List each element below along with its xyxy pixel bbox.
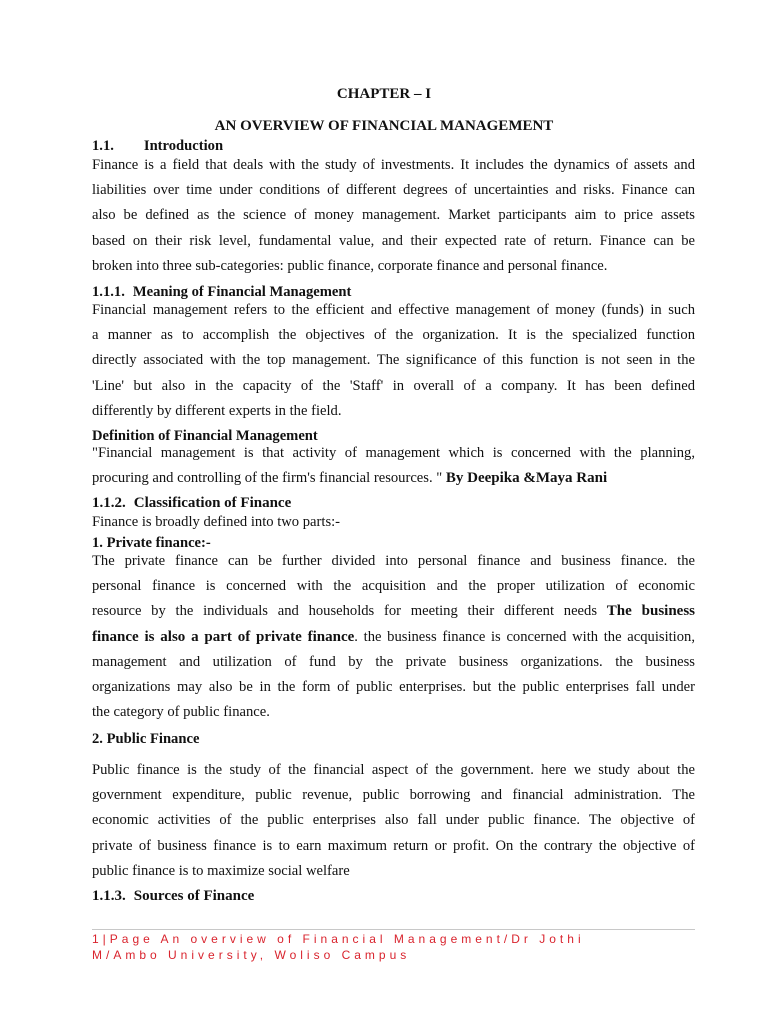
definition-text: procuring and controlling of the firm's financial resources. " xyxy=(92,470,446,487)
paragraph-line: a manner as to accomplish the objectives of the organization. It is the specialized function xyxy=(92,327,695,344)
section-number: 1.1. xyxy=(92,138,114,154)
paragraph-line: organizations may also be in the form of public enterprises. but the public enterprises fall under xyxy=(92,678,695,695)
line-text: resource by the individuals and households for meeting their different needs xyxy=(92,603,607,620)
paragraph-line: "Financial management is that activity of management which is concerned with the planning, xyxy=(92,445,695,461)
introduction-paragraph xyxy=(92,153,695,279)
paragraph-line: also be defined as the science of money management. Market participants aim to price assets xyxy=(92,207,695,224)
paragraph-line: economic activities of the public enterprises also fall under public finance. The objective of xyxy=(92,812,695,829)
meaning-paragraph xyxy=(92,298,695,424)
definition-heading: Definition of Financial Management xyxy=(92,428,318,444)
private-finance-paragraph xyxy=(92,549,695,725)
paragraph-line: Financial management refers to the efficient and effective management of money (funds) in such xyxy=(92,302,695,318)
section-number: 1.1.2. xyxy=(92,495,126,511)
paragraph-line xyxy=(92,625,695,650)
paragraph-line xyxy=(92,599,695,624)
private-finance-heading: 1. Private finance:- xyxy=(92,535,211,551)
paragraph-line: management and utilization of fund by the private business organizations. the business xyxy=(92,653,695,670)
footer-line-2: M/Ambo University, Woliso Campus xyxy=(92,948,411,962)
footer-rule xyxy=(92,929,695,930)
section-heading-sources xyxy=(92,888,254,905)
definition-paragraph xyxy=(92,441,695,491)
section-title: Introduction xyxy=(143,138,224,154)
paragraph-line xyxy=(92,466,695,491)
paragraph-line: the category of public finance. xyxy=(92,704,270,721)
section-number: 1.1.3. xyxy=(92,888,126,904)
paragraph-line: Finance is a field that deals with the study of investments. It includes the dynamics of assets and xyxy=(92,157,695,173)
bold-phrase: finance is also a part of private finance xyxy=(92,628,355,645)
paragraph-line: 'Line' but also in the capacity of the 'Staff' in overall of a company. It has been defined xyxy=(92,377,695,394)
section-heading-classification xyxy=(92,495,291,512)
public-finance-heading: 2. Public Finance xyxy=(92,731,200,747)
section-title: Meaning of Financial Management xyxy=(132,284,352,300)
paragraph-line: private of business finance is to earn maximum return or profit. On the contrary the objective of xyxy=(92,837,695,854)
line-text: . the business finance is concerned with the acquisition, xyxy=(354,628,695,645)
section-title: Classification of Finance xyxy=(133,495,292,511)
definition-attribution: By Deepika &Maya Rani xyxy=(445,470,608,487)
section-number: 1.1.1. xyxy=(92,284,125,300)
paragraph-line: Public finance is the study of the financial aspect of the government. here we study about the xyxy=(92,762,695,778)
paragraph-line: directly associated with the top management. The significance of this function is not seen in the xyxy=(92,352,695,369)
footer-line-1: 1|Page An overview of Financial Management/Dr Jothi xyxy=(92,932,585,946)
paragraph-line: liabilities over time under conditions of different degrees of uncertainties and risks. Finance can xyxy=(92,182,695,199)
classification-intro: Finance is broadly defined into two parts:- xyxy=(92,514,341,530)
bold-phrase: The business xyxy=(606,603,695,620)
paragraph-line: The private finance can be further divided into personal finance and business finance. the xyxy=(92,553,695,569)
paragraph-line: public finance is to maximize social welfare xyxy=(92,862,350,879)
section-title: Sources of Finance xyxy=(133,888,255,904)
paragraph-line: government expenditure, public revenue, public borrowing and financial administration. The xyxy=(92,787,695,804)
paragraph-line: broken into three sub-categories: public finance, corporate finance and personal finance. xyxy=(92,257,608,274)
chapter-title: AN OVERVIEW OF FINANCIAL MANAGEMENT xyxy=(214,118,554,134)
paragraph-line: differently by different experts in the field. xyxy=(92,402,342,419)
paragraph-line: based on their risk level, fundamental value, and their expected rate of return. Finance can be xyxy=(92,232,695,249)
public-finance-paragraph xyxy=(92,758,695,884)
paragraph-line: personal finance is concerned with the acquisition and the proper utilization of economic xyxy=(92,578,695,595)
chapter-label: CHAPTER – I xyxy=(336,86,432,102)
